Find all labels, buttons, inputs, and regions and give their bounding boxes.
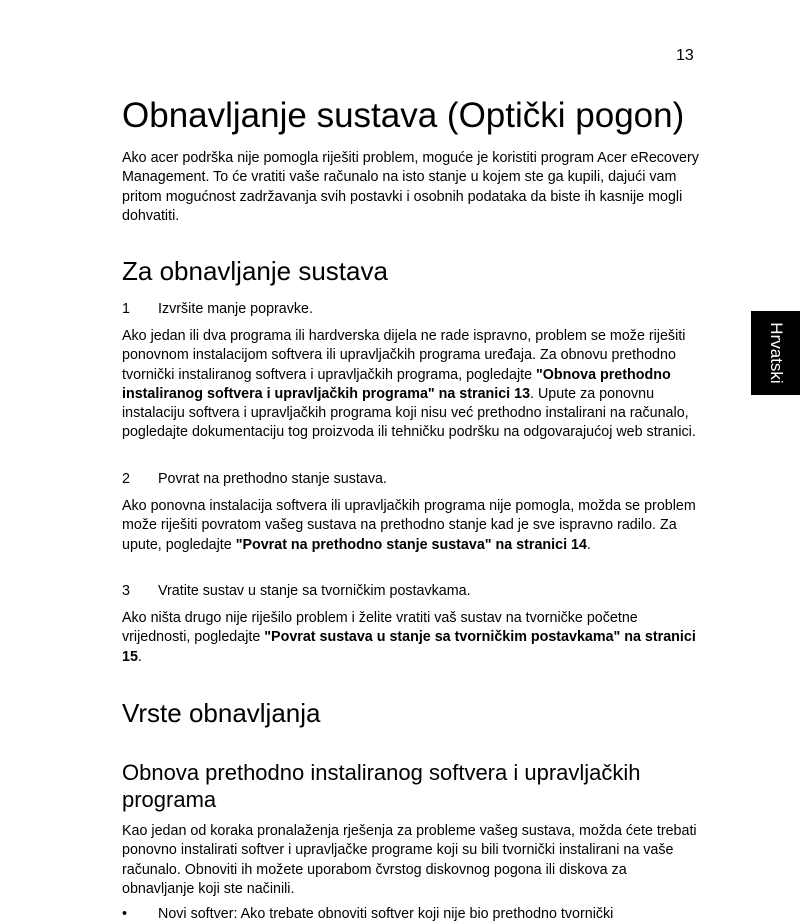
bullet-item	[122, 905, 613, 924]
intro-paragraph: Ako acer podrška nije pomogla riješiti problem, moguće je koristiti program Acer eRecovery Management. To će vratiti vaše računalo na isto stanje u kojem ste ga kupili, dajući vam pritom mogućnost zadržavanja svih postavki i osobnih podataka da biste ih kasnije mogli dohvatiti.	[122, 150, 699, 224]
cross-reference-link[interactable]: "Povrat na prethodno stanje sustava" na stranici 14	[235, 536, 587, 553]
step-3-paragraph	[122, 609, 702, 667]
cross-reference-link[interactable]: "Obnova prethodno instaliranog softvera i upravljačkih programa" na stranici 13	[122, 366, 671, 402]
section-heading-recovery-types: Vrste obnavljanja	[122, 698, 321, 728]
step-2	[122, 470, 387, 489]
section-heading-restore: Za obnavljanje sustava	[122, 256, 388, 286]
step-text: . Upute za ponovnu instalaciju softvera i upravljačkih programa koji nisu već prethodno instalirani na računalo, pogledajte dokumentaciju tog proizvoda ili tehničku podršku na odgovarajućoj web stranici.	[122, 385, 696, 441]
step-text: Ako jedan ili dva programa ili hardverska dijela ne rade ispravno, problem se može riješiti ponovnom instalacijom softvera ili upravljačkih programa uređaja. Za obnovu prethodno tvornički instaliranog softvera i upravljačkih programa, pogledajte	[122, 328, 686, 383]
page-title: Obnavljanje sustava (Optički pogon)	[122, 96, 685, 135]
step-number: 3	[122, 583, 130, 599]
bullet-symbol: •	[122, 906, 128, 922]
step-1	[122, 300, 313, 319]
subsection-heading: Obnova prethodno instaliranog softvera i upravljačkih programa	[122, 760, 641, 812]
language-tab	[751, 311, 800, 395]
bullet-text: Novi softver: Ako trebate obnoviti softver koji nije bio prethodno tvornički	[158, 906, 614, 922]
step-text: .	[137, 648, 142, 665]
step-text: Ako ništa drugo nije riješilo problem i želite vratiti vaš sustav na tvorničke početne vrijednosti, pogledajte	[122, 610, 638, 646]
step-number: 2	[122, 471, 130, 487]
step-text: Ako ponovna instalacija softvera ili upravljačkih programa nije pomogla, možda se problem može riješiti povratom vašeg sustava na prethodno stanje kad je sve ispravno radilo. Za upute, pogledajte	[122, 498, 696, 553]
step-1-paragraph	[122, 327, 702, 443]
cross-reference-link[interactable]: "Povrat sustava u stanje sa tvorničkim postavkama" na stranici 15	[122, 629, 696, 665]
step-number: 1	[122, 301, 130, 317]
step-3	[122, 582, 471, 601]
step-label: Vratite sustav u stanje sa tvorničkim postavkama.	[158, 583, 471, 599]
recovery-paragraph: Kao jedan od koraka pronalaženja rješenja za probleme vašeg sustava, možda ćete trebati ponovno instalirati softver i upravljačke programe koji su bili tvornički instalirani na vaše računalo. Obnoviti ih možete uporabom čvrstog diskovnog pogona ili diskova za obnavljanje koji ste načinili.	[122, 823, 697, 897]
step-text: .	[586, 536, 591, 553]
step-label: Povrat na prethodno stanje sustava.	[158, 471, 387, 487]
page-number: 13	[676, 47, 694, 64]
step-2-paragraph	[122, 497, 702, 555]
step-label: Izvršite manje popravke.	[158, 301, 313, 317]
language-tab-label: Hrvatski	[766, 322, 786, 384]
